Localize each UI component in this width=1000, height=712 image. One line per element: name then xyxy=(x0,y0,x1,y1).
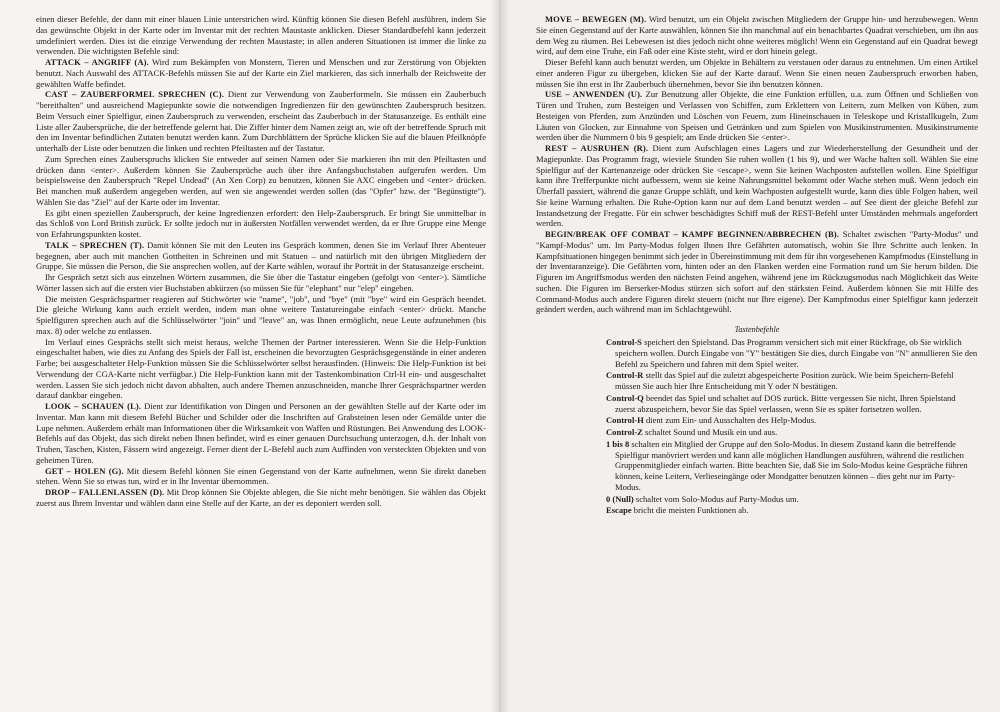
shortcut-description: bricht die meisten Funktionen ab. xyxy=(631,505,749,516)
command-heading: USE – ANWENDEN (U). xyxy=(545,89,643,100)
command-heading: CAST – ZAUBERFORMEL SPRECHEN (C). xyxy=(45,89,224,100)
shortcut-key: Control-Q xyxy=(606,392,644,403)
shortcut-item xyxy=(591,439,978,493)
shortcut-description: dient zum Ein- und Ausschalten des Help-Modus. xyxy=(643,415,817,426)
paragraph-text: Dient zur Verwendung von Zauberformeln. Sie müssen ein Zauberbuch "bereithalten" und ausreichend Magiepunkte sowie die notwendigen Ingredienzen für den gewünschten Zauberspruch besitzen. Beim Versuch einer Spielfigur, einen Zauberspruch zu verwenden, erscheint das Zauberbuch in der Statusanzeige. Es enthält eine Liste aller Zaubersprüche, die der betreffende gelernt hat. Die Ziffer hinter dem Namen zeigt an, wie oft der betreffende Spruch mit den im Inventar befindlichen Zutaten benutzt werden kann. Zum Durchblättern der Sprüche klicken Sie auf die blauen Pfeilknöpfe unterhalb der Liste oder benutzen die linken und rechten Pfeiltasten auf der Tastatur. xyxy=(36,89,486,153)
command-heading: ATTACK – ANGRIFF (A). xyxy=(45,57,149,67)
paragraph-text: Dient zur Identifikation von Dingen und Personen an der gewählten Stelle auf der Karte oder im Inventar. Man kann mit diesem Befehl Bücher und Schilder oder die Inschriften auf Grabsteinen lesen oder Gemälde unter die Lupe nehmen. Außerdem erhält man Informationen über die Wirksamkeit von Waffen und Rüstungen. Bei Anwendung des LOOK-Befehls auf das Objekt, das sich direkt neben Ihnen befindet, wird es einer genauen Durchsuchung unterzogen, d.h. der Inhalt von Truhen, Taschen, Kisten, Fässern wird angezeigt. Ferner dient der L-Befehl auch zum Auffinden von versteckten Objekten und von geheimen Türen. xyxy=(36,401,486,465)
shortcut-item xyxy=(591,415,978,426)
left_page-paragraph xyxy=(36,294,486,337)
paragraph-text: Im Verlauf eines Gesprächs stellt sich meist heraus, welche Themen der Partner interessieren. Wenn Sie die Help-Funktion eingeschaltet haben, wie dies zu Anfang des Spiels der Fall ist, erscheinen die bevorzugten Gesprächsgegenstände in einer anderen Farbe; bei ausgeschalteter Help-Funktion müssen Sie die Schlüsselwörter selbst herausfinden. (Hinweis: Die Help-Funktion ist bei Verwendung der CGA-Karte nicht verfügbar.) Die Help-Funktion kann mit der Tastenkombination Ctrl-H ein- und ausgeschaltet werden. Lassen Sie sich jedoch nicht davon abhalten, auch andere Themen anzuschneiden, manche Ihrer Gesprächspartner werden darauf dankbar eingehen. xyxy=(36,336,486,401)
right_page-paragraph xyxy=(536,14,978,57)
shortcut-description: beendet das Spiel und schaltet auf DOS zurück. Bitte vergessen Sie nicht, Ihren Spielstand zuerst abzuspeichern, bevor Sie das Spiel verlassen, wenn Sie es später fortsetzen wollen. xyxy=(615,392,956,414)
left_page-paragraph xyxy=(36,401,486,466)
command-heading: DROP – FALLENLASSEN (D). xyxy=(45,487,165,497)
paragraph-text: Zum Sprechen eines Zauberspruchs klicken Sie entweder auf seinen Namen oder Sie markieren ihn mit den Pfeiltasten und drücken dann <enter>. Außerdem können Sie Zaubersprüche auch über ihre Anfangsbuchstaben aufgerufen werden. Um beispielsweise den Zauberspruch "Repel Undead" (An Xen Corp) zu benutzen, können Sie AXC eingeben und <enter> drücken. Bei manchen muß außerdem angegeben werden, auf wen sie angewendet werden sollen (das "Opfer" bzw. der "Begünstigte"). Wählen Sie das "Ziel" auf der Karte oder im Inventar. xyxy=(36,153,486,207)
paragraph-text: Wird zum Bekämpfen von Monstern, Tieren und Menschen und zur Zerstörung von Objekten benutzt. Nach Auswahl des ATTACK-Befehls müssen Sie auf der Karte ein Ziel markieren, das sich innerhalb der Reichweite der gewählten Waffe befindet. xyxy=(36,57,486,89)
left_page-paragraph xyxy=(36,208,486,240)
paragraph-text: Dient zum Aufschlagen eines Lagers und zur Wiederherstellung der Gesundheit und der Magiepunkte. Das Programm fragt, wieviele Stunden Sie ruhen wollen (1 bis 9), und wer Wache halten soll. Wählen Sie eine Spielfigur auf der Kartenanzeige oder drücken Sie <escape>, wenn Sie keinen Wachposten aufstellen wollen. Eine Spielfigur kann ihre Trefferpunkte nicht aufbessern, wenn sie keine Nahrungsmittel bekommt oder Wache stehen muß. Wenn jedoch ein Überfall passiert, während die ganze Gruppe schläft, und kein Wachposten aufgestellt wurde, kann dies üble Folgen haben, weil Sie keine Warnung erhalten. Die Ruhe-Option kann nur auf dem Land benutzt werden – auf See dient der gleiche Befehl zur Instandsetzung der Fregatte. Für ein schwer beschädigtes Schiff muß der REST-Befehl unter Umständen mehrmals angefordert werden. xyxy=(536,143,978,229)
left_page-paragraph xyxy=(36,487,486,509)
left_page-paragraph xyxy=(36,89,486,154)
shortcut-item xyxy=(591,505,978,516)
paragraph-text: Es gibt einen speziellen Zauberspruch, der keine Ingredienzen erfordert: den Help-Zauberspruch. Er bringt Sie unmittelbar in das Schloß von Lord British zurück. Er sollte jedoch nur in äußersten Notfällen verwendet werden, da er Ihre Gruppe eine Menge von Erfahrungspunkten kostet. xyxy=(36,207,486,239)
shortcut-key: Control-H xyxy=(606,415,644,426)
paragraph-text: Mit diesem Befehl können Sie einen Gegenstand von der Karte aufnehmen, wenn Sie direkt daneben stehen. Wenn Sie so etwas tun, wird er in Ihr Inventar übernommen. xyxy=(36,465,486,487)
left-page-text xyxy=(36,14,486,509)
shortcut-key: Control-Z xyxy=(606,427,643,437)
shortcut-description: schalten ein Mitglied der Gruppe auf den Solo-Modus. In diesem Zustand kann die betreffende Spielfigur manövriert werden und kann alle möglichen Handlungen ausführen, während die restlichen Gruppenmitglieder einfach warten. Bitte beachten Sie, daß Sie im Solo-Modus keine Gespräche führen können, keine Leitern, Verlieseingänge oder Mondgatter benutzen können – dies geht nur im Party-Modus. xyxy=(615,438,968,492)
shortcut-description: stellt das Spiel auf die zuletzt abgespeicherte Position zurück. Wie beim Speichern-Befehl müssen Sie auch hier Ihre Entscheidung mit Y oder N bestätigen. xyxy=(615,370,954,391)
right_page-paragraph xyxy=(536,143,978,229)
command-heading: GET – HOLEN (G). xyxy=(45,465,124,476)
command-heading: REST – AUSRUHEN (R). xyxy=(545,143,649,153)
shortcut-item xyxy=(591,494,978,505)
shortcut-key: Control-R xyxy=(606,370,644,381)
right_page-paragraph xyxy=(536,89,978,143)
command-heading: TALK – SPRECHEN (T). xyxy=(45,239,145,250)
shortcut-description: schaltet vom Solo-Modus auf Party-Modus um. xyxy=(633,493,799,504)
command-heading: BEGIN/BREAK OFF COMBAT – KAMPF BEGINNEN/ABBRECHEN (B). xyxy=(545,229,839,239)
right_page-paragraph xyxy=(536,229,978,315)
shortcut-item xyxy=(591,427,978,438)
paragraph-text: Zur Benutzung aller Objekte, die eine Funktion erfüllen, u.a. zum Öffnen und Schließen von Türen und Truhen, zum Besteigen und Verlassen von Schiffen, zum Erklettern von Leitern, zum Melken von Kühen, zum Besteigen von Pferden, zum Anzünden und Löschen von Feuern, zum Hineinschauen in Teleskope und Kristallkugeln, Zum Läuten von Glocken, zur Einnahme von Speisen und Getränken und zum Spielen von Musikinstrumenten. Musikinstrumente werden über die Nummern 0 bis 9 gespielt; am Ende drücken Sie <enter>. xyxy=(536,89,978,143)
shortcut-description: schaltet Sound und Musik ein und aus. xyxy=(642,427,778,437)
paragraph-text: Dieser Befehl kann auch benutzt werden, um Objekte in Behältern zu verstauen oder daraus zu entnehmen. Um einen Artikel einer anderen Figur zu übergeben, klicken Sie auf der Karte darauf. Wenn Sie einen neuen Zauberspruch erworben haben, müssen Sie ihn erst in Ihr Zauberbuch übernehmen, bevor Sie ihn benutzen können. xyxy=(536,57,978,89)
shortcut-key: Escape xyxy=(606,505,632,516)
left_page-paragraph xyxy=(36,57,486,89)
left_page-paragraph xyxy=(36,240,486,272)
shortcut-item xyxy=(591,370,978,392)
paragraph-text: Damit können Sie mit den Leuten ins Gespräch kommen, denen Sie im Verlauf Ihrer Abenteuer begegnen, aber auch mit manchen Gottheiten in Schreinen und mit Statuen – und natürlich mit den übrigen Mitgliedern der Gruppe. Sie müssen die Person, die Sie ansprechen wollen, auf der Karte wählen, worauf ihr Porträt in der Statusanzeige erscheint. xyxy=(36,239,486,272)
right-page xyxy=(500,0,1000,712)
shortcut-item xyxy=(591,393,978,415)
shortcut-key: Control-S xyxy=(606,337,642,347)
shortcut-item xyxy=(591,337,978,369)
right_page-paragraph xyxy=(536,57,978,89)
command-heading: MOVE – BEWEGEN (M). xyxy=(545,14,647,24)
shortcut-list xyxy=(536,337,978,516)
shortcuts-title: Tastenbefehle xyxy=(734,325,780,334)
shortcut-key: 1 bis 8 xyxy=(606,438,630,449)
left_page-paragraph xyxy=(36,154,486,208)
paragraph-text: Die meisten Gesprächspartner reagieren auf Stichwörter wie "name", "job", und "bye" (mit "bye" wird ein Gespräch beendet. Die gleiche Wirkung kann auch erzielt werden, indem man ohne weitere Tastatureingabe einfach <enter> drückt. Manche Spielfiguren sprechen auch auf die Schlüsselwörter "join" und "leave" an, was Ihnen ermöglicht, neue Leute aufzunehmen (bis max. 8) oder welche zu entlassen. xyxy=(36,293,486,336)
book-gutter xyxy=(490,0,510,712)
left_page-paragraph xyxy=(36,14,486,57)
right-page-text xyxy=(536,14,978,315)
left_page-paragraph xyxy=(36,466,486,488)
left_page-paragraph xyxy=(36,272,486,294)
shortcut-description: speichert den Spielstand. Das Programm versichert sich mit einer Rückfrage, ob Sie wirklich speichern wollen. Durch Eingabe von "Y" bestätigen Sie dies, durch Eingabe von "N" annullieren Sie den Befehl zu Speichern und fahren mit dem Spiel weiter. xyxy=(615,337,978,369)
paragraph-text: Ihr Gespräch setzt sich aus einzelnen Wörtern zusammen, die Sie über die Tastatur eingeben (gefolgt von <enter>). Sämtliche Wörter lassen sich auf die ersten vier Buchstaben abkürzen (so müssen Sie für "elephant" nur "elep" eingeben. xyxy=(36,272,486,293)
shortcut-key: 0 (Null) xyxy=(606,493,634,504)
paragraph-text: Mit Drop können Sie Objekte ablegen, die Sie nicht mehr benötigen. Sie wählen das Objekt zuerst aus Ihrem Inventar und wählen dann eine Stelle auf der Karte, an der es deponiert werden soll. xyxy=(36,487,486,508)
command-heading: LOOK – SCHAUEN (L). xyxy=(45,401,142,411)
paragraph-text: einen dieser Befehle, der dann mit einer blauen Linie unterstrichen wird. Künftig können Sie diesen Befehl ausführen, indem Sie das gewünschte Objekt in der Karte oder im Inventar mit der rechten Maustaste anklicken. Dieser Standardbefehl kann jederzeit umdefiniert werden. Dies ist die einzige Verwendung der rechten Maustaste; in allen anderen Situationen ist immer die linke zu verwenden. Die wichtigsten Befehle sind: xyxy=(36,14,486,57)
paragraph-text: Schaltet zwischen "Party-Modus" und "Kampf-Modus" um. Im Party-Modus folgen Ihnen Ihre Gefährten automatisch, wohin Sie Ihre Schritte auch lenken. In Kampfsituationen hingegen benimmt sich jeder in Übereinstimmung mit dem für ihn vorgesehenen Kampfmodus (Einstellung in der Inventaranzeige). Die Gefährten vorn, hinten oder an den Flanken werden eine Formation rund um Sie herum bilden. Die Figuren im Angriffsmodus werden den nächsten Feind angehen, während jene im Rückzugsmodus nach Möglichkeit das Weite suchen. Die Figuren im Berserker-Modus stürzen sich sofort auf den stärksten Feind. Außerdem können Sie mit Hilfe des Command-Modus auch andere Figuren direkt steuern (nicht nur Ihre eigene). Der Kampfmodus einer Spielfigur kann jederzeit geändert werden, auch während man im Schlachtgewühl. xyxy=(536,229,979,315)
left_page-paragraph xyxy=(36,337,486,402)
paragraph-text: Wird benutzt, um ein Objekt zwischen Mitgliedern der Gruppe hin- und herzubewegen. Wenn Sie einen Gegenstand auf der Karte auswählen, können Sie ihn manchmal auf ein benachbartes Quadrat verschieben, um ihn aus dem Weg zu räumen. Bei Lebewesen ist dies jedoch nicht ohne weiteres möglich! Wenn ein Gegenstand auf ein Quadrat bewegt wird, auf dem eine Truhe, ein Faß oder eine Kiste steht, wird er dort hinein gelegt. xyxy=(536,14,978,57)
